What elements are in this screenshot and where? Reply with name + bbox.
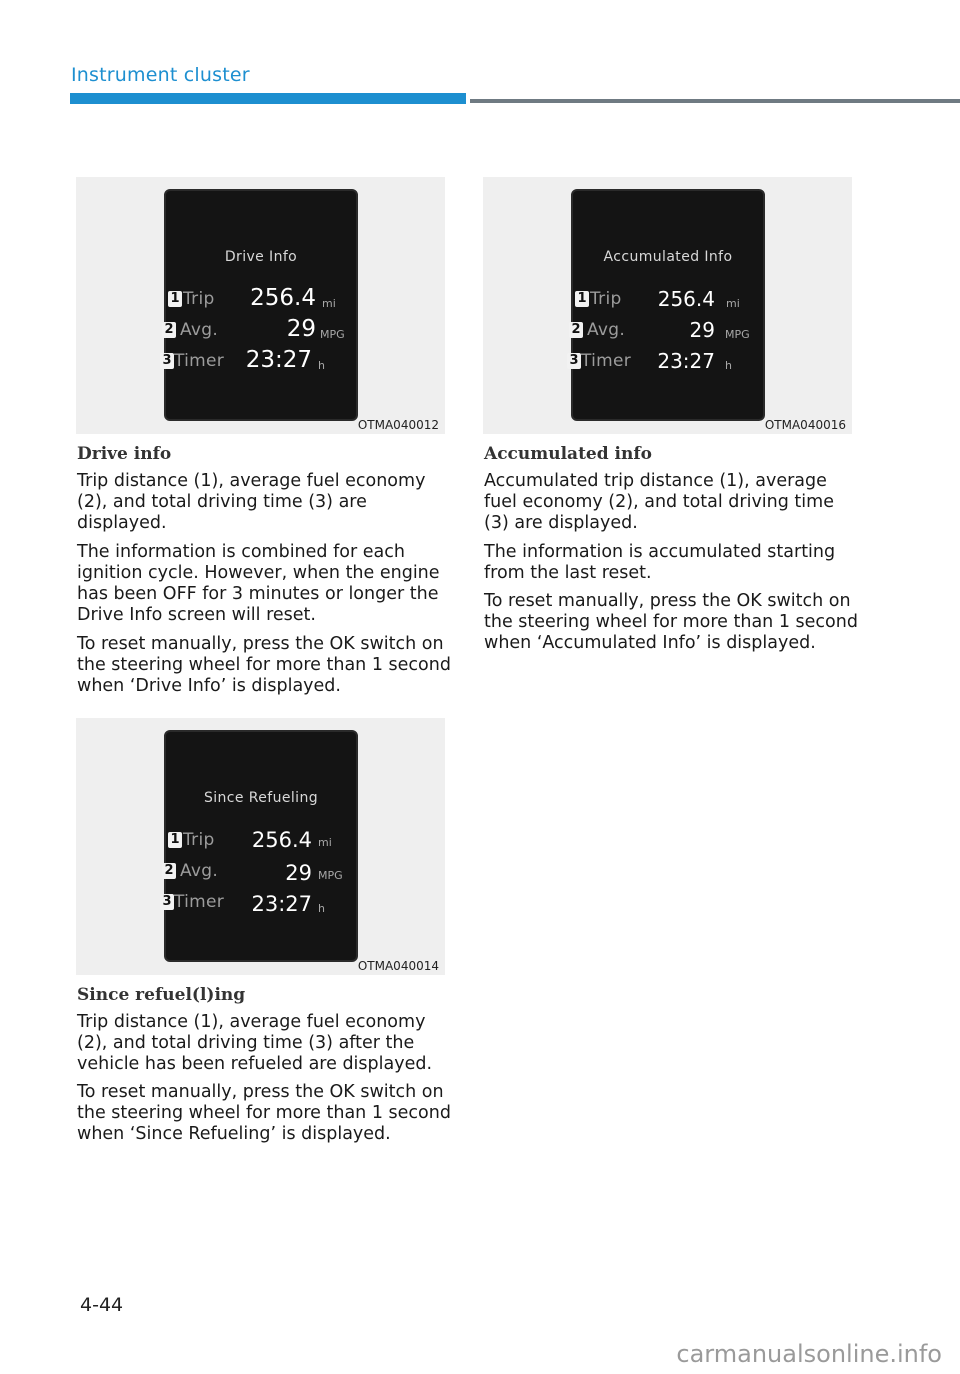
row-value: 23:27 <box>657 349 715 373</box>
row-unit: mi <box>322 297 336 310</box>
callout-number: 3 <box>160 353 174 369</box>
screen-row-avg <box>166 859 356 889</box>
figure-code: OTMA040012 <box>357 418 439 432</box>
callout-number: 2 <box>569 322 583 338</box>
screen-row-timer <box>569 349 763 379</box>
row-unit: h <box>318 359 325 372</box>
paragraph: To reset manually, press the OK switch on the steering wheel for more than 1 second when ‘Drive Info’ is displayed. <box>77 634 451 696</box>
row-label: Timer <box>581 351 632 371</box>
paragraph: To reset manually, press the OK switch on the steering wheel for more than 1 second when ‘Since Refueling’ is displayed. <box>77 1082 451 1144</box>
row-unit: MPG <box>318 869 343 882</box>
cluster-screen <box>164 730 358 962</box>
paragraph: Accumulated trip distance (1), average fuel economy (2), and total driving time (3) are displayed. <box>484 471 834 533</box>
row-value: 23:27 <box>251 892 312 916</box>
section-heading-accumulated-info: Accumulated info <box>484 444 653 464</box>
figure-drive-info <box>76 177 445 434</box>
figure-since-refueling <box>76 718 445 975</box>
header-title: Instrument cluster <box>71 64 250 86</box>
row-value: 256.4 <box>657 287 715 311</box>
figure-accumulated-info <box>483 177 852 434</box>
row-unit: mi <box>318 836 332 849</box>
callout-number: 1 <box>168 832 182 848</box>
screen-row-timer <box>162 347 356 379</box>
screen-title: Drive Info <box>224 249 298 265</box>
row-label: Trip <box>590 289 622 309</box>
callout-number: 2 <box>162 322 176 338</box>
row-unit: h <box>318 902 325 915</box>
row-label: Avg. <box>180 320 219 340</box>
row-value: 29 <box>286 316 316 342</box>
section-heading-drive-info: Drive info <box>77 444 172 464</box>
row-unit: MPG <box>725 328 750 341</box>
callout-number: 3 <box>567 353 581 369</box>
paragraph: Trip distance (1), average fuel economy (2), and total driving time (3) after the vehicle has been refueled are displayed. <box>77 1012 433 1074</box>
row-value: 256.4 <box>250 285 316 311</box>
row-unit: mi <box>726 297 740 310</box>
cluster-screen <box>164 189 358 421</box>
row-label: Avg. <box>587 320 626 340</box>
screen-title: Since Refueling <box>203 790 319 806</box>
callout-number: 2 <box>162 863 176 879</box>
row-value: 29 <box>689 318 715 342</box>
screen-row-timer <box>162 890 356 920</box>
row-label: Trip <box>183 289 215 309</box>
figure-code: OTMA040016 <box>764 418 846 432</box>
row-value: 256.4 <box>251 828 312 852</box>
screen-row-trip <box>573 287 763 317</box>
cluster-screen <box>571 189 765 421</box>
row-unit: MPG <box>320 328 345 341</box>
screen-row-trip <box>166 828 356 858</box>
row-label: Trip <box>183 830 215 850</box>
header-bar-rule <box>470 99 960 103</box>
row-label: Timer <box>174 892 225 912</box>
row-unit: h <box>725 359 732 372</box>
callout-number: 1 <box>575 291 589 307</box>
footer-watermark-url[interactable]: carmanualsonline.info <box>676 1340 942 1368</box>
header-bar-accent <box>70 93 466 104</box>
row-value: 23:27 <box>245 347 312 373</box>
paragraph: The information is accumulated starting from the last reset. <box>484 542 836 583</box>
screen-row-avg <box>166 318 356 348</box>
screen-row-trip <box>166 287 356 317</box>
screen-title: Accumulated Info <box>603 249 733 265</box>
section-heading-since-refueling: Since refuel(l)ing <box>77 985 246 1005</box>
callout-number: 3 <box>160 894 174 910</box>
row-label: Avg. <box>180 861 219 881</box>
callout-number: 1 <box>168 291 182 307</box>
row-value: 29 <box>285 861 312 885</box>
paragraph: Trip distance (1), average fuel economy (2), and total driving time (3) are displayed. <box>77 471 426 533</box>
paragraph: The information is combined for each ignition cycle. However, when the engine has been OFF for 3 minutes or longer the Drive Info screen will reset. <box>77 542 440 625</box>
screen-row-avg <box>573 318 763 348</box>
paragraph: To reset manually, press the OK switch on the steering wheel for more than 1 second when ‘Accumulated Info’ is displayed. <box>484 591 858 653</box>
row-label: Timer <box>174 351 225 371</box>
figure-code: OTMA040014 <box>357 959 439 973</box>
page-number: 4-44 <box>80 1294 124 1316</box>
